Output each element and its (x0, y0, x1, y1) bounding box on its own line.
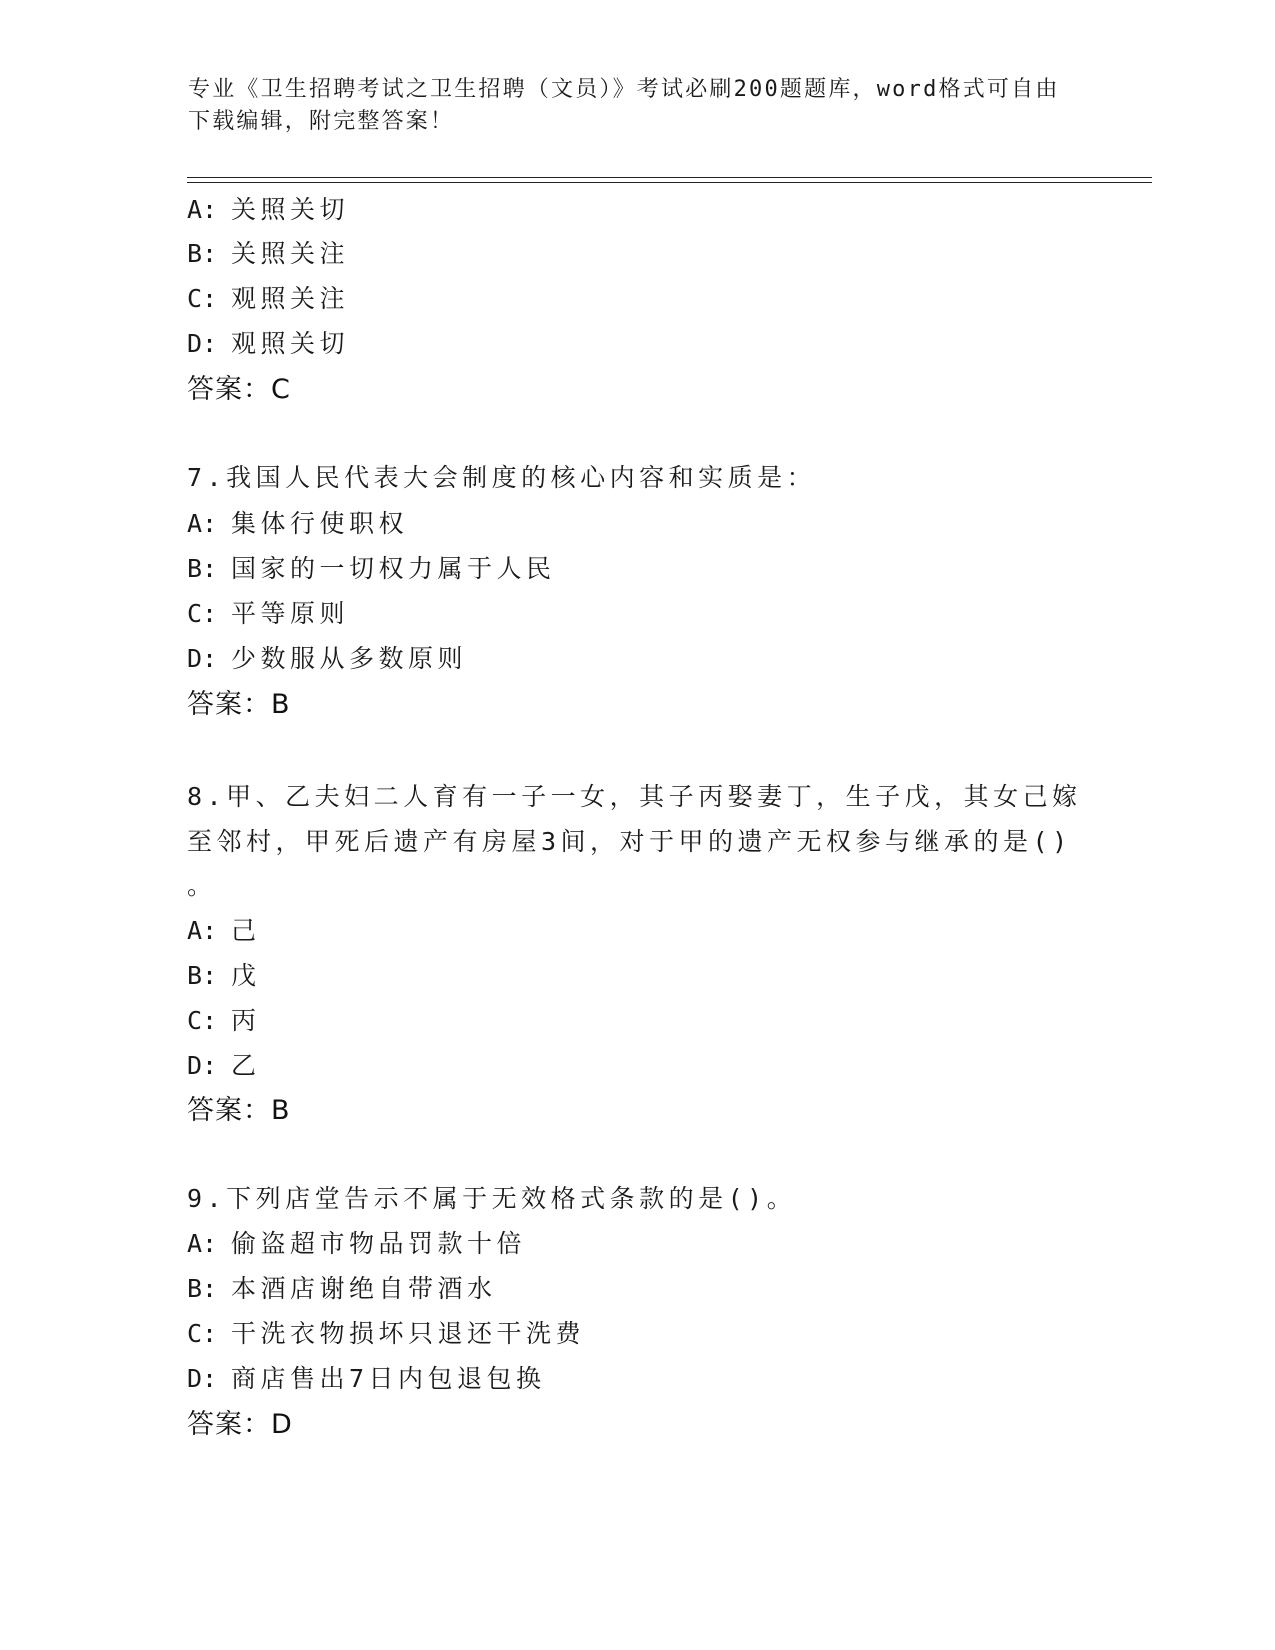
option-text: 商店售出7日内包退包换 (231, 1364, 546, 1393)
option-text: 关照关注 (231, 239, 350, 268)
option-label: A: (187, 1229, 218, 1258)
option-label: A: (187, 509, 218, 538)
option-label: C: (187, 599, 218, 628)
q7-answer: 答案：B (187, 689, 291, 720)
q7-option-a (187, 508, 408, 540)
q8-option-c (187, 1005, 261, 1037)
q9-option-a (187, 1228, 526, 1260)
q9-option-b (187, 1273, 497, 1305)
q7-option-d (187, 643, 467, 675)
q6-option-d (187, 328, 349, 360)
q8-stem-line-3: 。 (187, 871, 217, 900)
option-text: 少数服从多数原则 (231, 644, 468, 673)
q9-answer: 答案：D (187, 1409, 293, 1440)
option-text: 观照关注 (231, 284, 350, 313)
q7-option-b (187, 553, 556, 585)
q7-stem: 7.我国人民代表大会制度的核心内容和实质是： (187, 463, 817, 492)
option-label: A: (187, 195, 218, 224)
q6-answer: 答案：C (187, 374, 291, 405)
option-label: C: (187, 1006, 218, 1035)
option-text: 戊 (231, 961, 261, 990)
option-text: 本酒店谢绝自带酒水 (231, 1274, 497, 1303)
option-text: 观照关切 (231, 329, 350, 358)
option-label: B: (187, 1274, 218, 1303)
q6-option-c (187, 283, 349, 315)
option-label: C: (187, 284, 218, 313)
q8-option-a (187, 915, 261, 947)
option-text: 国家的一切权力属于人民 (231, 554, 556, 583)
option-label: B: (187, 961, 218, 990)
option-label: D: (187, 1364, 218, 1393)
option-text: 丙 (231, 1006, 261, 1035)
option-text: 偷盗超市物品罚款十倍 (231, 1229, 527, 1258)
q6-option-b (187, 238, 349, 270)
q6-option-a (187, 194, 349, 226)
q8-option-b (187, 960, 261, 992)
option-label: A: (187, 916, 218, 945)
option-label: C: (187, 1319, 218, 1348)
q8-stem-line-2: 至邻村，甲死后遗产有房屋3间，对于甲的遗产无权参与继承的是() (187, 827, 1072, 856)
option-text: 关照关切 (231, 195, 350, 224)
q8-answer: 答案：B (187, 1095, 291, 1126)
q9-stem: 9.下列店堂告示不属于无效格式条款的是()。 (187, 1184, 797, 1213)
option-text: 干洗衣物损坏只退还干洗费 (231, 1319, 586, 1348)
option-text: 己 (231, 916, 261, 945)
q8-option-d (187, 1050, 261, 1082)
option-label: D: (187, 1051, 218, 1080)
option-label: B: (187, 239, 218, 268)
option-label: B: (187, 554, 218, 583)
q9-option-d (187, 1363, 546, 1395)
q8-stem-line-1: 8.甲、乙夫妇二人育有一子一女，其子丙娶妻丁，生子戊，其女己嫁 (187, 782, 1082, 811)
option-text: 乙 (231, 1051, 261, 1080)
q9-option-c (187, 1318, 585, 1350)
option-text: 平等原则 (231, 599, 350, 628)
option-label: D: (187, 329, 218, 358)
q7-option-c (187, 598, 349, 630)
document-header: 专业《卫生招聘考试之卫生招聘（文员）》考试必刷200题题库，word格式可自由下载编辑，附完整答案！ (188, 77, 1060, 134)
option-text: 集体行使职权 (231, 509, 409, 538)
header-rule-bottom (187, 182, 1152, 183)
header-rule-top (187, 177, 1152, 178)
option-label: D: (187, 644, 218, 673)
